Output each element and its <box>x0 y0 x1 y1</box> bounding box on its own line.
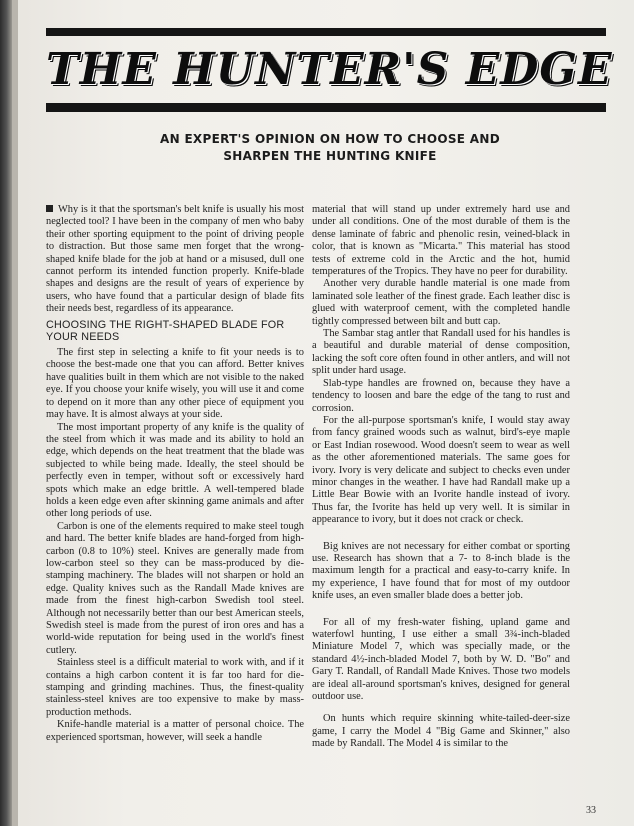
title-rule-top <box>46 28 606 36</box>
page-number: 33 <box>586 805 596 816</box>
title-rule-bottom <box>46 103 606 112</box>
paragraph: Stainless steel is a difficult material to work with, and if it contains a high carbon content it is far too hard for die-stamping and grinding machines. Thus, the finest-quality stainless-steel knives are too expensive to make by mass-production methods. <box>46 657 304 718</box>
article-title: THE HUNTER'S EDGE <box>46 44 613 95</box>
paragraph: The first step in selecting a knife to fit your needs is to choose the best-made one that you can afford. Better knives have qualities built in them which are not visible to the naked eye. If you choose your knife wisely, you will use it and come to depend on it more than any other piece of equipment you may have. It is almost always at your side. <box>46 347 304 421</box>
paragraph: material that will stand up under extremely hard use and under all conditions. One of the most durable of them is the dense laminate of fabric and phenolic resin, veined-black in color, that is known as "Micarta." This material has stood tests of extreme cold in the Arctic and the hot, humid temperatures of the Tropics. They have no peer for durability. <box>312 204 570 278</box>
subtitle-line-2: SHARPEN THE HUNTING KNIFE <box>223 149 437 163</box>
paragraph: The Sambar stag antler that Randall used for his handles is a beautiful and durable material of dense composition, lacking the soft core often found in other antlers, and will not split under hard usage. <box>312 328 570 377</box>
article-subtitle <box>110 131 550 165</box>
binding-shadow <box>0 0 12 826</box>
intro-paragraph <box>46 204 304 316</box>
paragraph: For all of my fresh-water fishing, upland game and waterfowl hunting, I use either a small 3¾-inch-bladed Miniature Model 7, which was specially made, or the standard 4½-inch-bladed Model 7, both by W. D. "Bo" and Gary T. Randall, of Randall Made Knives. Those two models are ideal all-around sportsman's knives, designed for general outdoor use. <box>312 616 570 703</box>
paragraph: For the all-purpose sportsman's knife, I would stay away from fancy grained woods such as walnut, bird's-eye maple or East Indian rosewood. Wood doesn't seem to wear as well as the other aforementioned materials. The same goes for ivory. Ivory is very delicate and subject to checks even under minor changes in the weather. I have had Randall make up a Little Bear Bowie with an Ivorite handle instead of ivory. Thus far, the Ivorite has held up very well. It is similar in appearance to ivory, but it does not crack or check. <box>312 414 570 526</box>
paragraph: Big knives are not necessary for either combat or sporting use. Research has shown that a 7- to 8-inch blade is the maximum length for a practical and easy-to-carry knife. In my experience, I have found that for most of my outdoor knife uses, an even smaller blade does a better job. <box>312 540 570 602</box>
paragraph: Another very durable handle material is one made from laminated sole leather of the finest grade. Each leather disc is glued with waterproof cement, with the completed handle tightly compressed between bilt and butt cap. <box>312 278 570 327</box>
intro-text: Why is it that the sportsman's belt knife is usually his most neglected tool? I have been in the company of men who baby their other sporting equipment to the point of driving people to distraction. But those same men forget that the wrong-shaped knife blade for the job at hand or a misused, dull one cannot perform its intended function properly. Knife-blade shapes and designs are the result of years of experience by users, who have found that a particular design of blade fits their needs best, regardless of its appearance. <box>46 204 304 315</box>
paragraph: On hunts which require skinning white-tailed-deer-size game, I carry the Model 4 "Big Game and Skinner," also made by Randall. The Model 4 is similar to the <box>312 713 570 750</box>
square-bullet-icon <box>46 205 53 212</box>
left-column <box>46 204 304 814</box>
binding-edge <box>12 0 18 826</box>
paragraph: Slab-type handles are frowned on, because they have a tendency to loosen and bare the edge of the tang to rust and corrosion. <box>312 377 570 414</box>
subtitle-line-1: AN EXPERT'S OPINION ON HOW TO CHOOSE AND <box>160 132 500 146</box>
paragraph: Carbon is one of the elements required to make steel tough and hard. The better knife blades are hand-forged from high-carbon (0.8 to 10%) steel. Knives are generally made from low-carbon steel so they can be mass-produced by die-stamping machinery. The blades will not sharpen or hold an edge. Quality knives such as the Randall Made knives are made from the finest high-carbon Swedish tool steel. Although not necessarily better than our best American steels, Swedish steel is made from the purest of iron ores and has a world-wide reputation for being used in the world's finest cutlery. <box>46 520 304 656</box>
right-column <box>312 204 570 814</box>
section-heading: CHOOSING THE RIGHT-SHAPED BLADE FOR YOUR NEEDS <box>46 318 285 343</box>
paragraph: The most important property of any knife is the quality of the steel from which it was made and its ability to hold an edge, which depends on the heat treatment that the blade was subjected to while being made. Ideally, the steel should be perfectly even in temper, without soft or excessively hard spots which make an edge brittle. A well-tempered blade holds a keen edge even after skinning game animals and after other long periods of use. <box>46 421 304 520</box>
paragraph: Knife-handle material is a matter of personal choice. The experienced sportsman, however, will seek a handle <box>46 719 304 743</box>
